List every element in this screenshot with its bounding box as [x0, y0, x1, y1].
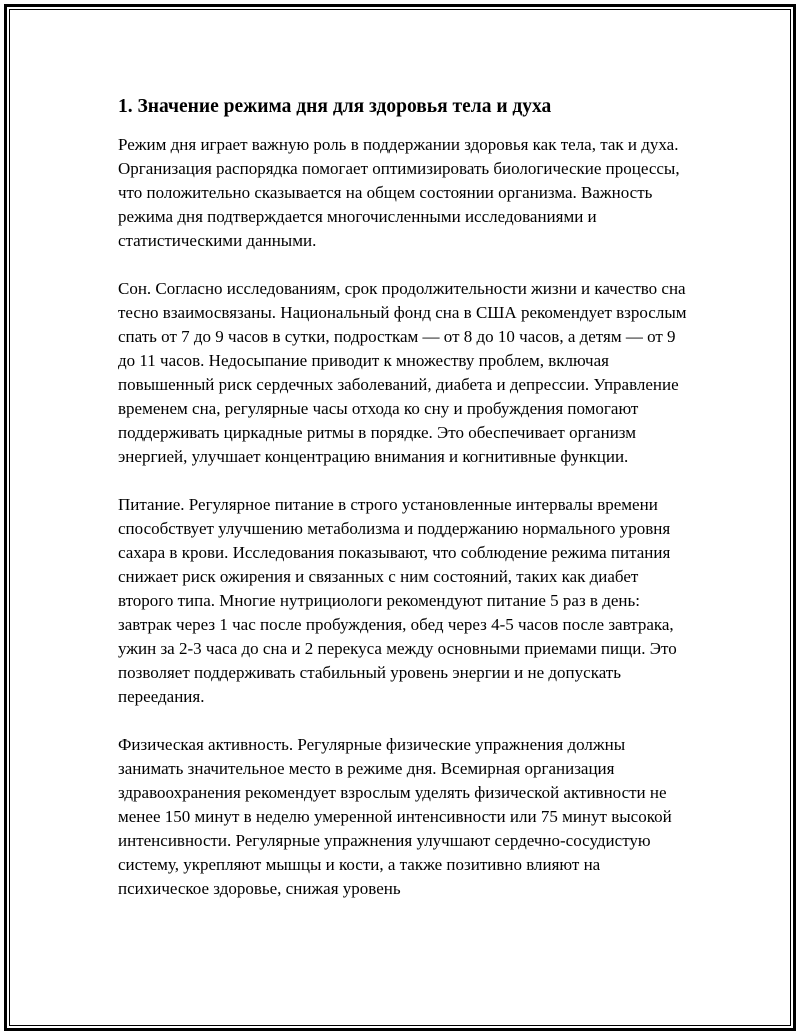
paragraph-sleep: Сон. Согласно исследованиям, срок продолжительности жизни и качество сна тесно взаимосвязаны. Национальный фонд сна в США рекомендует взрослым спать от 7 до 9 часов в сутки, подросткам — от 8 до 10 часов, а детям — от 9 до 11 часов. Недосыпание приводит к множеству проблем, включая повышенный риск сердечных заболеваний, диабета и депрессии. Управление временем сна, регулярные часы отхода ко сну и пробуждения помогают поддерживать циркадные ритмы в порядке. Это обеспечивает организм энергией, улучшает концентрацию внимания и когнитивные функции.: [118, 279, 687, 466]
paragraph-nutrition: Питание. Регулярное питание в строго установленные интервалы времени способствует улучшению метаболизма и поддержанию нормального уровня сахара в крови. Исследования показывают, что соблюдение режима питания снижает риск ожирения и связанных с ним состояний, таких как диабет второго типа. Многие нутрициологи рекомендуют питание 5 раз в день: завтрак через 1 час после пробуждения, обед через 4-5 часов после завтрака, ужин за 2-3 часа до сна и 2 перекуса между основными приемами пищи. Это позволяет поддерживать стабильный уровень энергии и не допускать переедания.: [118, 495, 677, 706]
paragraph-physical-activity: Физическая активность. Регулярные физические упражнения должны занимать значительное место в режиме дня. Всемирная организация здравоохранения рекомендует взрослым уделять физической активности не менее 150 минут в неделю умеренной интенсивности или 75 минут высокой интенсивности. Регулярные упражнения улучшают сердечно-сосудистую систему, укрепляют мышцы и кости, а также позитивно влияют на психическое здоровье, снижая уровень: [118, 735, 672, 898]
document-body: [118, 94, 690, 925]
section-heading: 1. Значение режима дня для здоровья тела и духа: [118, 96, 552, 117]
paragraph-intro: Режим дня играет важную роль в поддержании здоровья как тела, так и духа. Организация распорядка помогает оптимизировать биологические процессы, что положительно сказывается на общем состоянии организма. Важность режима дня подтверждается многочисленными исследованиями и статистическими данными.: [118, 135, 680, 250]
